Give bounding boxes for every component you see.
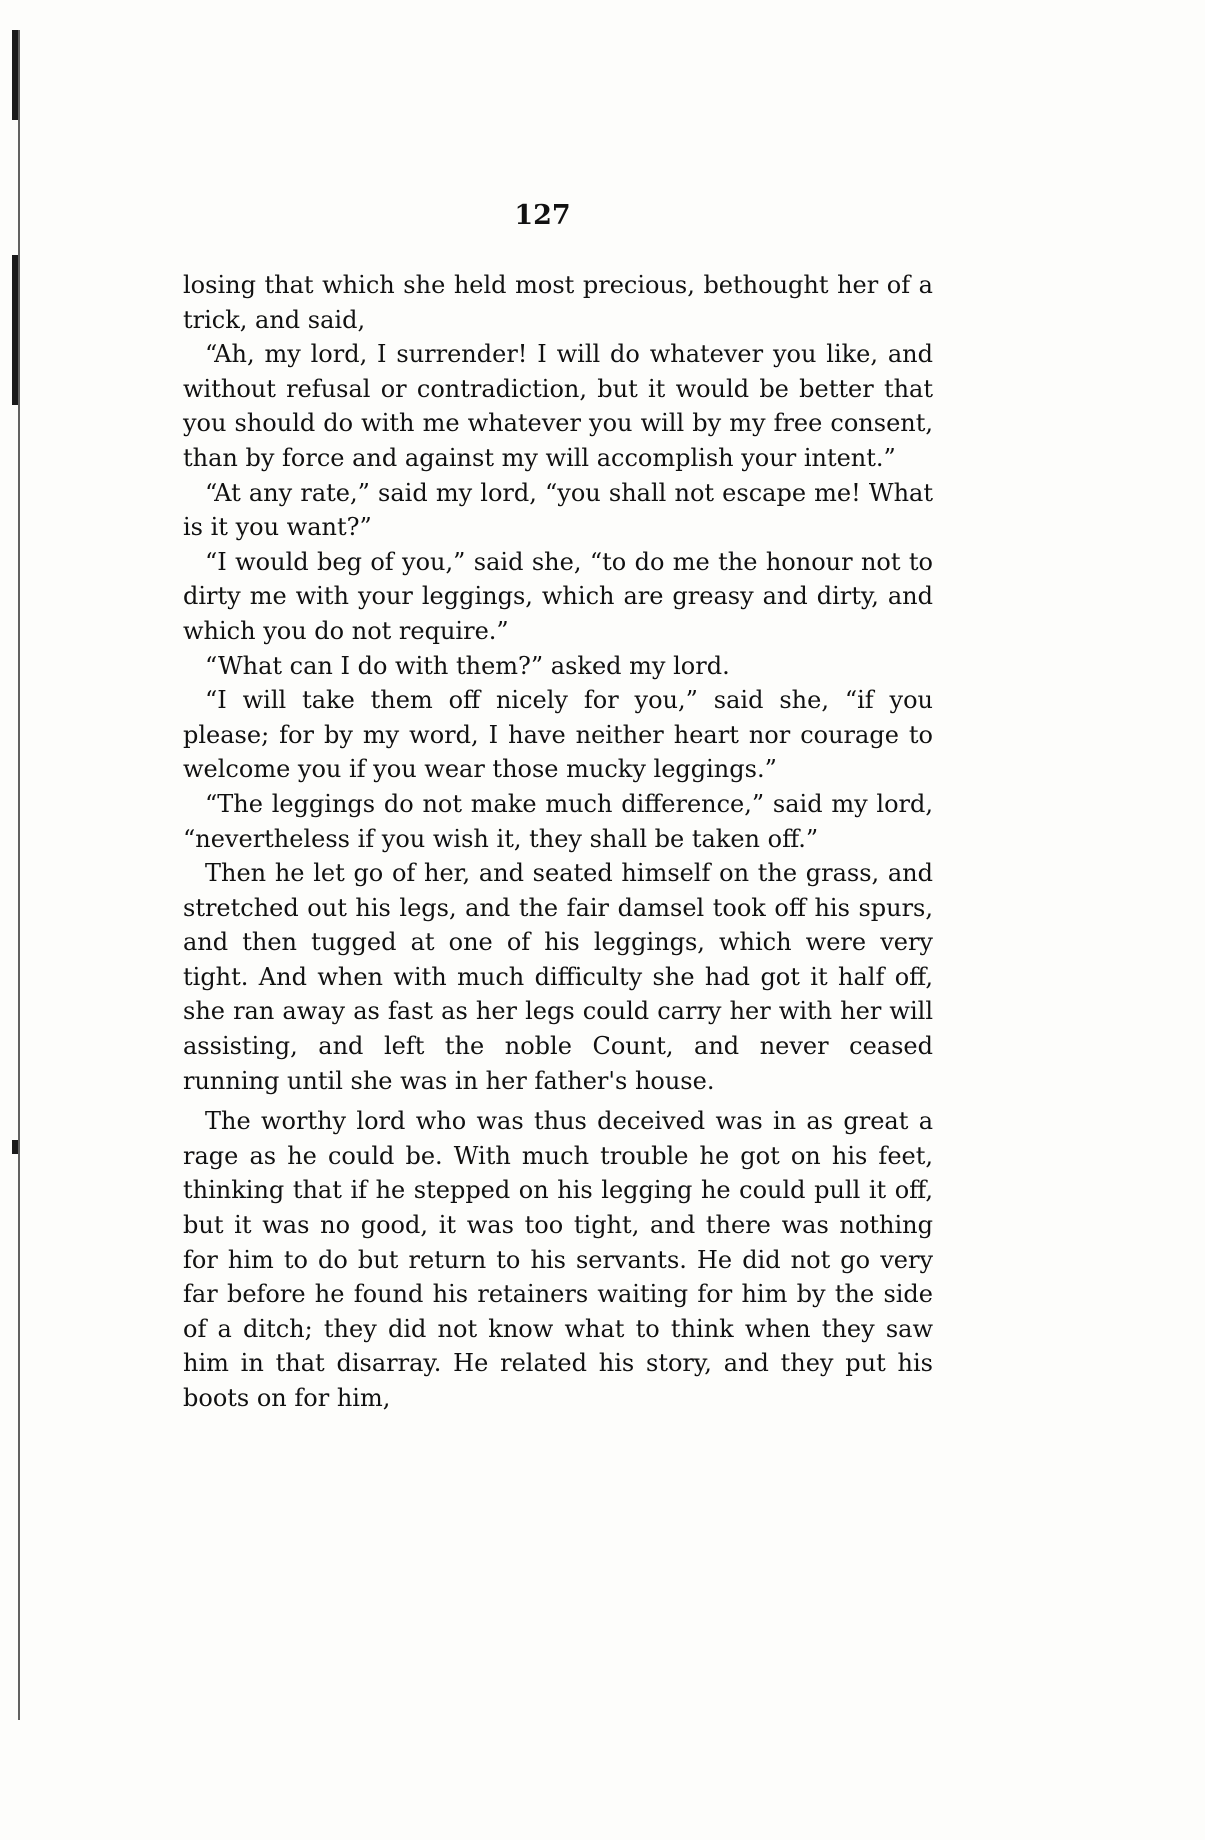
- binding-mark: [12, 255, 18, 405]
- page-number: 127: [514, 200, 571, 231]
- paragraph: “What can I do with them?” asked my lord.: [205, 651, 730, 680]
- body-text: [183, 268, 933, 1416]
- paragraph: losing that which she held most precious, bethought her of a trick, and said,: [183, 271, 933, 334]
- paragraph: “Ah, my lord, I surrender! I will do whatever you like, and without refusal or contradiction, but it would be better that you should do with me whatever you will by my free consent, than by force and against my will accomplish your intent.”: [183, 340, 933, 472]
- binding-edge: [18, 30, 28, 1720]
- paragraph: “At any rate,” said my lord, “you shall not escape me! What is it you want?”: [183, 478, 933, 542]
- paragraph: “I will take them off nicely for you,” said she, “if you please; for by my word, I have neither heart nor courage to welcome you if you wear those mucky leggings.”: [183, 686, 933, 784]
- paragraph: Then he let go of her, and seated himself on the grass, and stretched out his legs, and the fair damsel took off his spurs, and then tugged at one of his leggings, which were very tight. And when with much difficulty she had got it half off, she ran away as fast as her legs could carry her with her will assisting, and left the noble Count, and never ceased running until she was in her father's house.: [183, 859, 933, 1095]
- paragraph: The worthy lord who was thus deceived was in as great a rage as he could be. With much trouble he got on his feet, thinking that if he stepped on his legging he could pull it off, but it was no good, it was too tight, and there was nothing for him to do but return to his servants. He did not go very far before he found his retainers waiting for him by the side of a ditch; they did not know what to think when they saw him in that disarray. He related his story, and they put his boots on for him,: [183, 1107, 933, 1412]
- binding-mark: [12, 30, 18, 120]
- binding-mark: [12, 1140, 18, 1154]
- paragraph: “I would beg of you,” said she, “to do me the honour not to dirty me with your leggings, which are greasy and dirty, and which you do not require.”: [183, 547, 933, 645]
- paragraph: “The leggings do not make much difference,” said my lord, “nevertheless if you wish it, they shall be taken off.”: [183, 789, 933, 853]
